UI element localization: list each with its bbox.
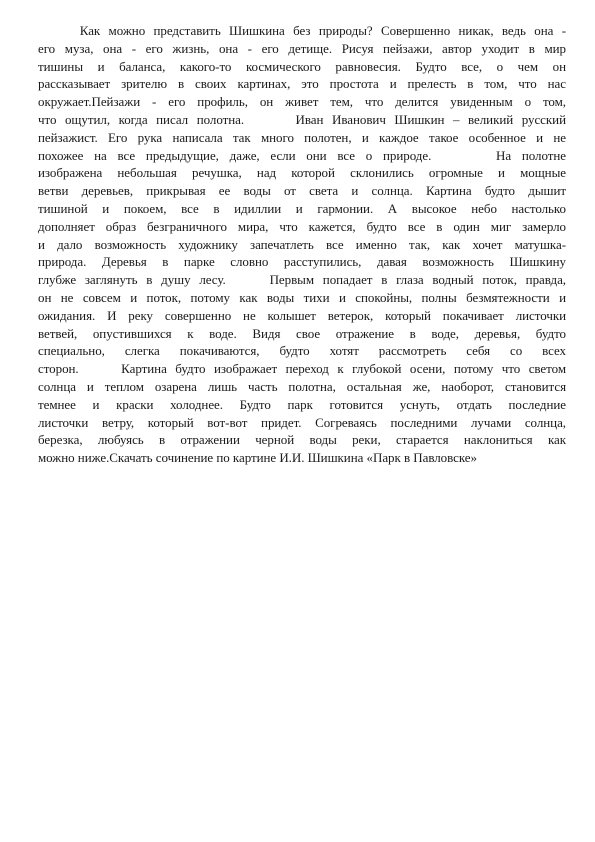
text-line: тишиной и покоем, все в идиллии и гармонии. А высокое небо настолько <box>38 200 566 216</box>
text-line: что ощутил, когда писал полотна. Иван Иванович Шишкин – великий русский <box>38 111 566 127</box>
text-line: сторон. Картина будто изображает переход к глубокой осени, потому что светом <box>38 361 566 377</box>
text-line: его муза, она - его жизнь, она - его детище. Рисуя пейзажи, автор уходит в мир <box>38 40 566 56</box>
text-line: ветви деревьев, прикрывая ее воды от света и солнца. Картина будто дышит <box>38 183 566 199</box>
text-line: специально, слегка покачиваются, будто хотят рассмотреть себя со всех <box>38 343 566 359</box>
text-line-last: можно ниже.Скачать сочинение по картине И.И. Шишкина «Парк в Павловске» <box>38 450 477 466</box>
text-line: рассказывает зрителю в своих картинах, это простота и прелесть в том, что нас <box>38 76 566 92</box>
text-line: темнее и краски холоднее. Будто парк готовится уснуть, отдать последние <box>38 396 566 412</box>
text-line: окружает.Пейзажи - его профиль, он живет тем, что делится увиденным о том, <box>38 94 566 110</box>
text-line: Как можно представить Шишкина без природы? Совершенно никак, ведь она - <box>38 23 566 38</box>
text-line: и дало возможность художнику запечатлеть все именно так, как хочет матушка- <box>38 236 566 252</box>
text-line: дополняет образ безграничного мира, что кажется, будто все в один миг замерло <box>38 218 566 234</box>
text-line: похожее на все предыдущие, даже, если они все о природе. На полотне <box>38 147 566 163</box>
essay-paragraph <box>38 22 566 467</box>
text-line: березка, любуясь в отражении черной воды реки, старается наклониться как <box>38 432 566 448</box>
text-line: он не совсем и поток, потому как воды тихи и спокойны, полны безмятежности и <box>38 289 566 305</box>
text-line: глубже заглянуть в душу лесу. Первым попадает в глаза водный поток, правда, <box>38 272 566 288</box>
text-line: листочки ветру, который вот-вот придет. Согреваясь последними лучами солнца, <box>38 414 566 430</box>
text-line: ветвей, опустившихся к воде. Видя свое отражение в воде, деревья, будто <box>38 325 566 341</box>
text-line: ожидания. И реку совершенно не колышет ветерок, который покачивает листочки <box>38 307 566 323</box>
text-line: природа. Деревья в парке словно расступились, давая возможность Шишкину <box>38 254 566 270</box>
text-line: пейзажист. Его рука написала так много полотен, и каждое такое особенное и не <box>38 129 566 145</box>
text-line: тишины и баланса, какого-то космического равновесия. Будто все, о чем он <box>38 58 566 74</box>
text-line: изображена небольшая речушка, над которой склонились огромные и мощные <box>38 165 566 181</box>
text-line: солнца и теплом озарена лишь часть полотна, остальная же, наоборот, становится <box>38 378 566 394</box>
